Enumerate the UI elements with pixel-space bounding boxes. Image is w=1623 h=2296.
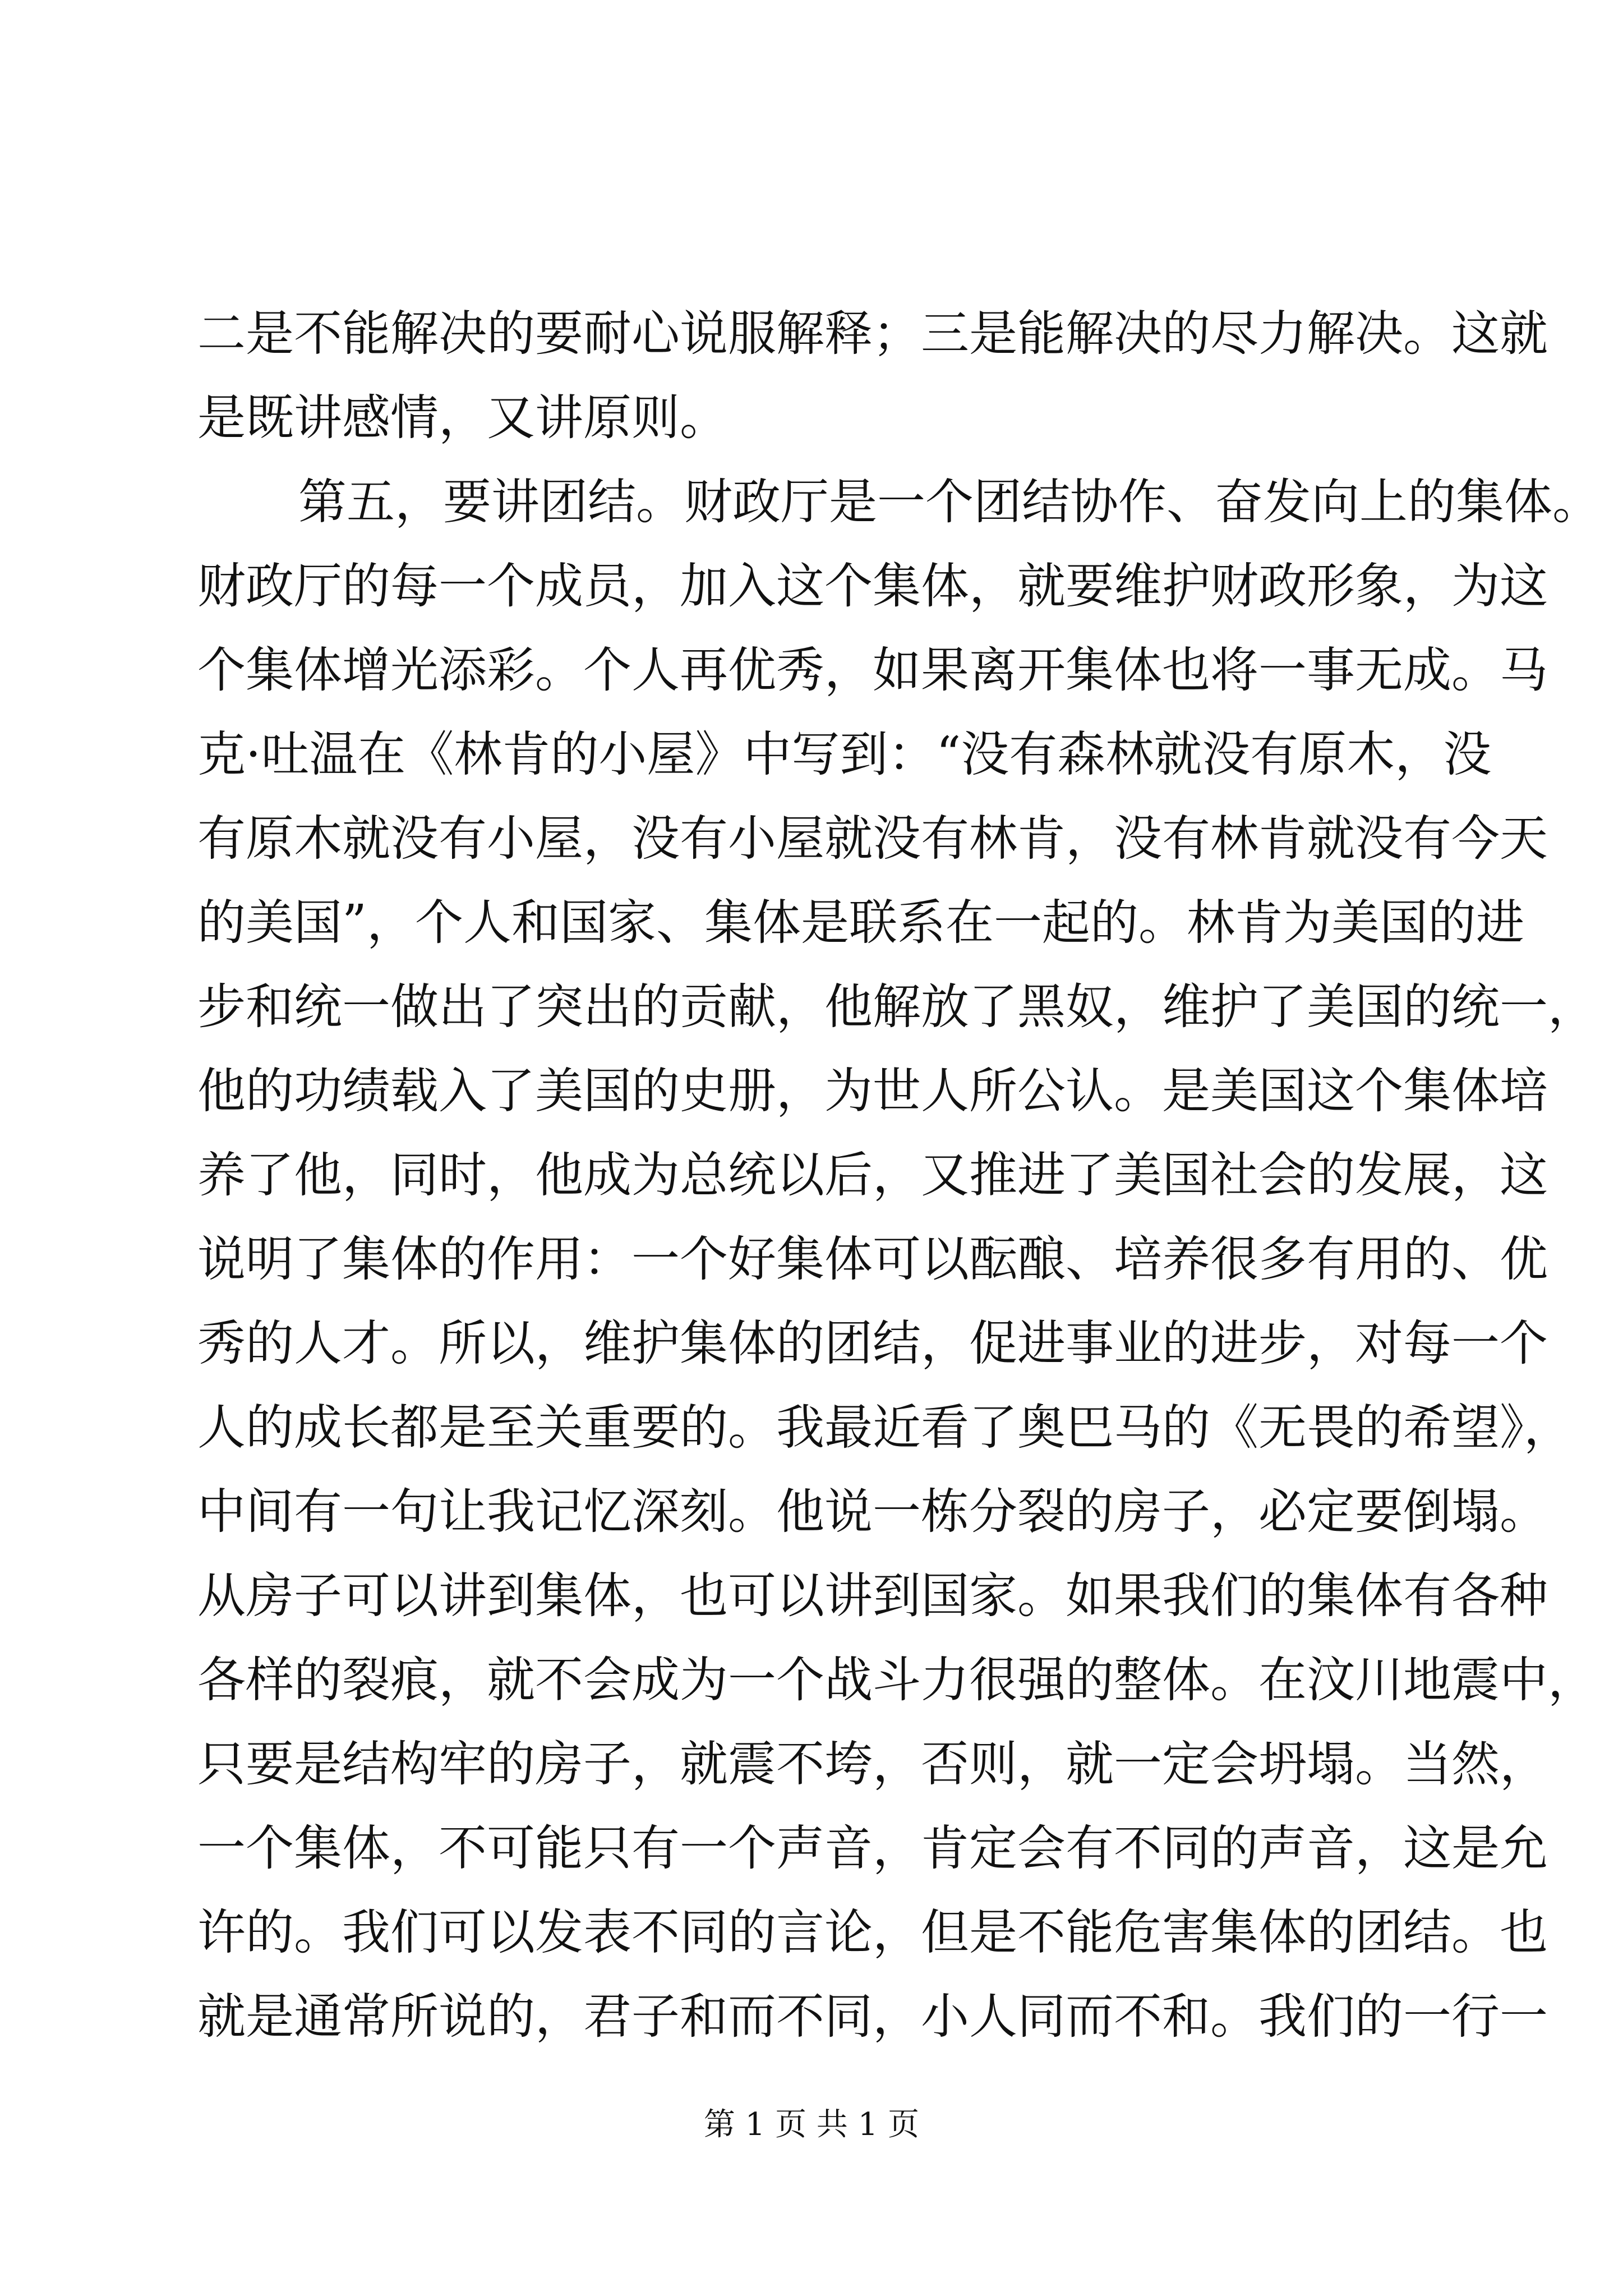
text-line: 克·吐温在《林肯的小屋》中写到：“没有森林就没有原木，没: [197, 726, 1492, 783]
text-line: 许的。我们可以发表不同的言论，但是不能危害集体的团结。也: [197, 1904, 1548, 1961]
text-line: 就是通常所说的，君子和而不同，小人同而不和。我们的一行一: [197, 1989, 1548, 2045]
text-line: 有原木就没有小屋，没有小屋就没有林肯，没有林肯就没有今天: [197, 811, 1548, 867]
text-line: 个集体增光添彩。个人再优秀，如果离开集体也将一事无成。马: [197, 642, 1548, 698]
text-line: 步和统一做出了突出的贡献，他解放了黑奴，维护了美国的统一，: [197, 979, 1596, 1035]
text-line: 秀的人才。所以，维护集体的团结，促进事业的进步，对每一个: [197, 1315, 1548, 1372]
text-line: 财政厅的每一个成员，加入这个集体，就要维护财政形象，为这: [197, 558, 1548, 614]
text-line: 是既讲感情，又讲原则。: [197, 390, 728, 446]
text-line: 只要是结构牢的房子，就震不垮，否则，就一定会坍塌。当然，: [197, 1736, 1548, 1792]
text-line: 他的功绩载入了美国的史册，为世人所公认。是美国这个集体培: [197, 1063, 1548, 1119]
text-line: 从房子可以讲到集体，也可以讲到国家。如果我们的集体有各种: [197, 1568, 1548, 1624]
text-line: 的美国”，个人和国家、集体是联系在一起的。林肯为美国的进: [197, 895, 1524, 951]
text-line: 一个集体，不可能只有一个声音，肯定会有不同的声音，这是允: [197, 1820, 1548, 1876]
text-line: 各样的裂痕，就不会成为一个战斗力很强的整体。在汶川地震中，: [197, 1652, 1596, 1708]
text-line: 养了他，同时，他成为总统以后，又推进了美国社会的发展，这: [197, 1147, 1548, 1203]
text-line: 中间有一句让我记忆深刻。他说一栋分裂的房子，必定要倒塌。: [197, 1484, 1548, 1540]
text-line: 二是不能解决的要耐心说服解释；三是能解决的尽力解决。这就: [197, 306, 1548, 362]
paragraph-start-line: 第五，要讲团结。财政厅是一个团结协作、奋发向上的集体。: [298, 474, 1601, 530]
text-line: 说明了集体的作用：一个好集体可以酝酿、培养很多有用的、优: [197, 1231, 1548, 1287]
text-line: 人的成长都是至关重要的。我最近看了奥巴马的《无畏的希望》，: [197, 1400, 1572, 1456]
page-footer: 第 1 页 共 1 页: [703, 2106, 920, 2143]
